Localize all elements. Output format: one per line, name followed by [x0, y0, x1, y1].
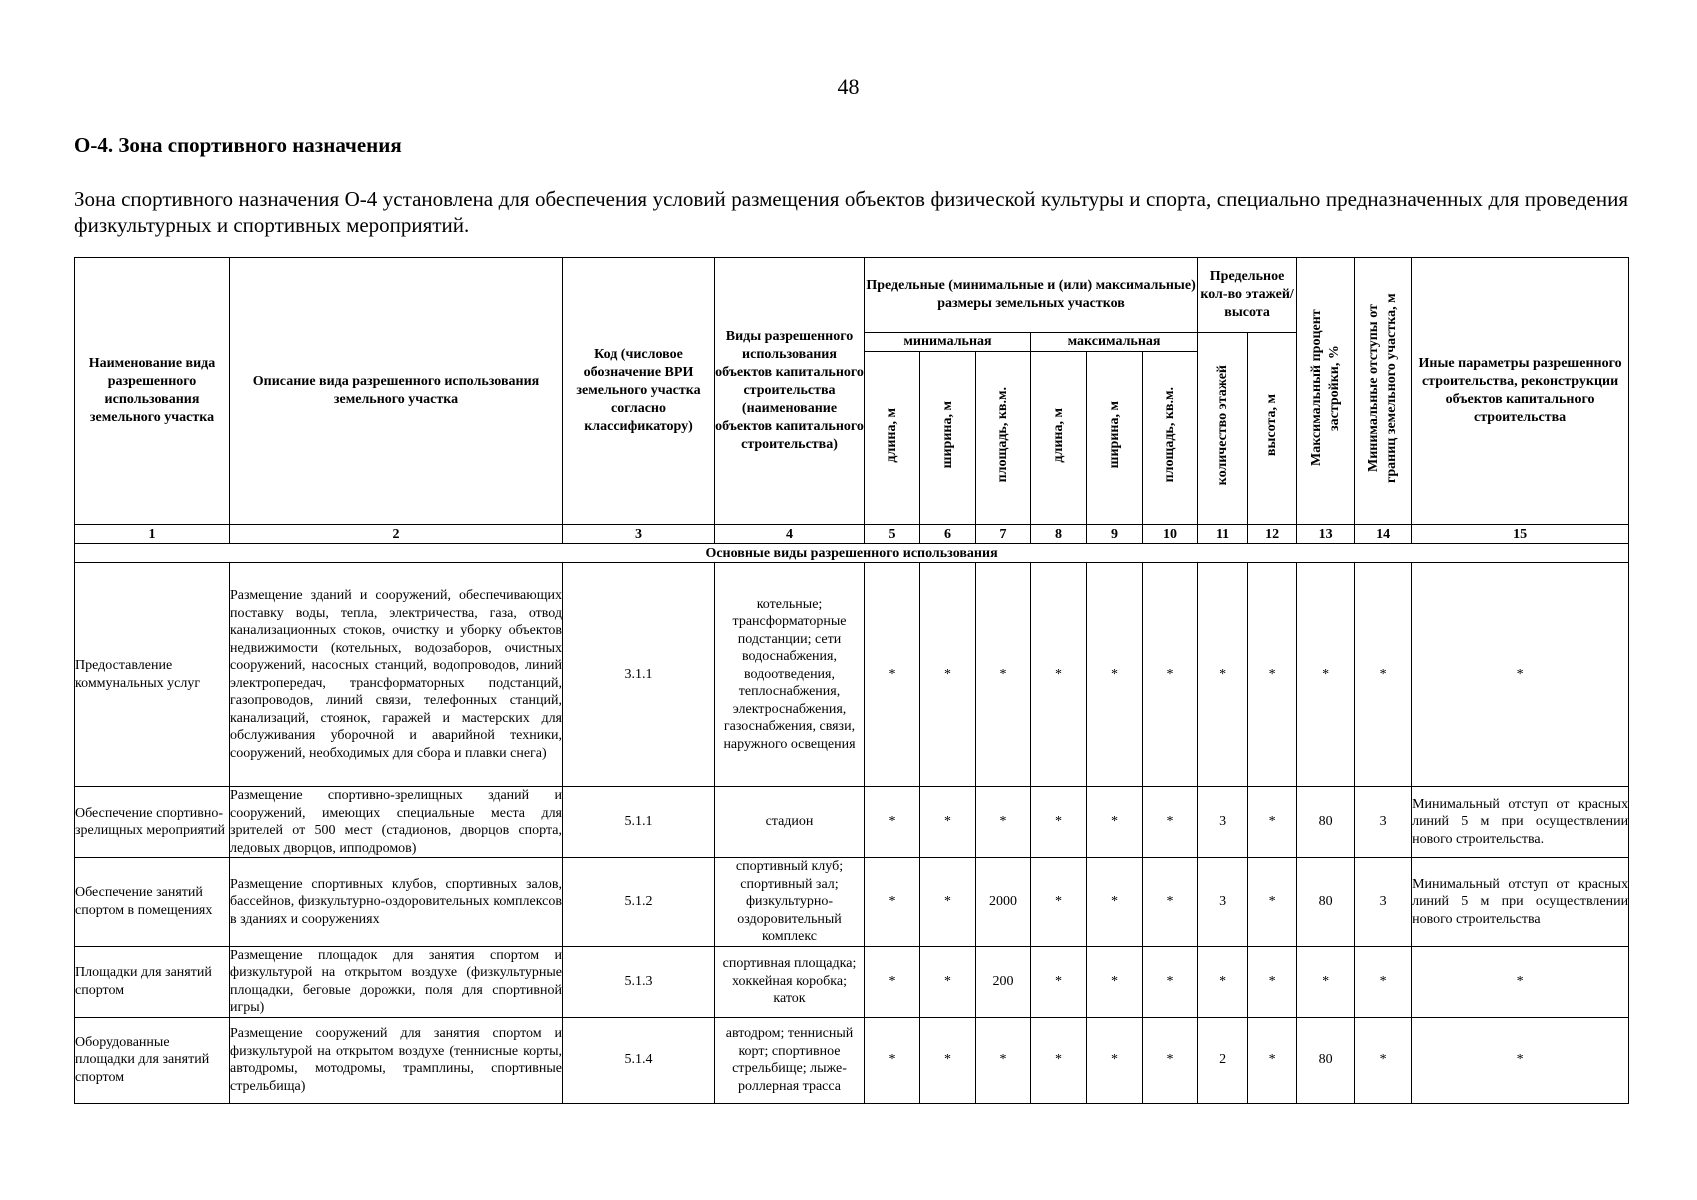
max-length-cell: * [1031, 1017, 1087, 1103]
column-number: 11 [1198, 525, 1248, 544]
row-objects: спортивный клуб; спортивный зал; физкультурно-оздоровительный комплекс [715, 858, 865, 947]
intro-paragraph: Зона спортивного назначения О-4 установлена для обеспечения условий размещения объектов физической культуры и спорта, специально предназначенных для проведения физкультурных и спортивных мероприятий. [74, 187, 1628, 237]
min-area-cell: * [976, 1017, 1031, 1103]
min-width-cell: * [920, 858, 976, 947]
column-number: 3 [563, 525, 715, 544]
section-title: Основные виды разрешенного использования [75, 544, 1629, 563]
max-width-cell: * [1087, 1017, 1143, 1103]
min-area-cell: * [976, 563, 1031, 787]
column-number: 1 [75, 525, 230, 544]
max-length-cell: * [1031, 946, 1087, 1017]
height-cell: * [1248, 787, 1297, 858]
header-max-length: длина, м [1031, 352, 1087, 525]
table-row [75, 563, 1629, 787]
zone-title: О-4. Зона спортивного назначения [74, 133, 402, 157]
min-length-cell: * [865, 858, 920, 947]
min-width-cell: * [920, 1017, 976, 1103]
header-floors-group: Предельное кол-во этажей/ высота [1198, 258, 1297, 333]
column-number: 14 [1355, 525, 1412, 544]
row-code: 5.1.2 [563, 858, 715, 947]
column-number: 7 [976, 525, 1031, 544]
header-min-length: длина, м [865, 352, 920, 525]
column-number: 12 [1248, 525, 1297, 544]
header-row-1 [75, 258, 1629, 333]
floors-cell: 3 [1198, 858, 1248, 947]
page-number: 48 [837, 74, 860, 99]
row-objects: автодром; теннисный корт; спортивное стрельбище; лыже-роллерная трасса [715, 1017, 865, 1103]
min-area-cell: 200 [976, 946, 1031, 1017]
setback-cell: 3 [1355, 858, 1412, 947]
column-number: 15 [1412, 525, 1629, 544]
row-description: Размещение спортивно-зрелищных зданий и сооружений, имеющих специальные места для зрителей от 500 мест (стадионов, дворцов спорта, ледовых дворцов, ипподромов) [230, 788, 562, 856]
setback-cell: * [1355, 563, 1412, 787]
header-name: Наименование вида разрешенного использования земельного участка [75, 258, 230, 525]
column-number: 2 [230, 525, 563, 544]
min-area-cell: 2000 [976, 858, 1031, 947]
row-code: 5.1.3 [563, 946, 715, 1017]
percent-cell: * [1297, 946, 1355, 1017]
row-description: Размещение спортивных клубов, спортивных залов, бассейнов, физкультурно-оздоровительных комплексов в зданиях и сооружениях [230, 858, 563, 947]
min-area-cell: * [976, 787, 1031, 858]
row-name: Обеспечение спортивно-зрелищных мероприятий [75, 787, 230, 858]
row-code: 5.1.1 [563, 787, 715, 858]
column-number: 6 [920, 525, 976, 544]
floors-cell: 3 [1198, 787, 1248, 858]
setback-cell: 3 [1355, 787, 1412, 858]
header-other: Иные параметры разрешенного строительства, реконструкции объектов капитального строительства [1412, 258, 1629, 525]
floors-cell: * [1198, 946, 1248, 1017]
other-params-cell: * [1412, 946, 1629, 1017]
max-area-cell: * [1143, 858, 1198, 947]
table-row [75, 858, 1629, 947]
header-size-group: Предельные (минимальные и (или) максимальные) размеры земельных участков [865, 258, 1198, 333]
row-objects: спортивная площадка; хоккейная коробка; каток [715, 946, 865, 1017]
min-length-cell: * [865, 946, 920, 1017]
max-area-cell: * [1143, 787, 1198, 858]
max-width-cell: * [1087, 787, 1143, 858]
max-width-cell: * [1087, 563, 1143, 787]
row-name: Предоставление коммунальных услуг [75, 563, 230, 787]
header-max-width: ширина, м [1087, 352, 1143, 525]
other-params-cell: Минимальный отступ от красных линий 5 м при осуществлении нового строительства. [1412, 787, 1629, 858]
column-number: 8 [1031, 525, 1087, 544]
max-length-cell: * [1031, 787, 1087, 858]
row-code: 3.1.1 [563, 563, 715, 787]
header-code: Код (числовое обозначение ВРИ земельного участка согласно классификатору) [563, 258, 715, 525]
header-setback: Минимальные отступы от границ земельного участка, м [1355, 258, 1412, 525]
zoning-table [74, 257, 1629, 1104]
min-length-cell: * [865, 787, 920, 858]
height-cell: * [1248, 858, 1297, 947]
header-min-width: ширина, м [920, 352, 976, 525]
other-params-cell: Минимальный отступ от красных линий 5 м при осуществлении нового строительства [1412, 858, 1629, 947]
row-name: Обеспечение занятий спортом в помещениях [75, 858, 230, 947]
other-params-cell: * [1412, 563, 1629, 787]
row-code: 5.1.4 [563, 1017, 715, 1103]
percent-cell: 80 [1297, 1017, 1355, 1103]
floors-cell: * [1198, 563, 1248, 787]
floors-cell: 2 [1198, 1017, 1248, 1103]
min-width-cell: * [920, 787, 976, 858]
percent-cell: * [1297, 563, 1355, 787]
height-cell: * [1248, 1017, 1297, 1103]
max-area-cell: * [1143, 946, 1198, 1017]
column-number-row [75, 525, 1629, 544]
row-description: Размещение сооружений для занятия спортом и физкультурой на открытом воздухе (теннисные корты, автодромы, мотодромы, трамплины, спортивные стрельбища) [230, 1017, 563, 1103]
header-height: высота, м [1248, 333, 1297, 525]
header-max: максимальная [1031, 333, 1198, 352]
percent-cell: 80 [1297, 787, 1355, 858]
header-description: Описание вида разрешенного использования земельного участка [230, 258, 563, 525]
setback-cell: * [1355, 946, 1412, 1017]
height-cell: * [1248, 946, 1297, 1017]
row-objects: стадион [715, 787, 865, 858]
header-floors: количество этажей [1198, 333, 1248, 525]
row-description: Размещение площадок для занятия спортом и физкультурой на открытом воздухе (физкультурные площадки, беговые дорожки, поля для спортивной игры) [230, 947, 562, 1015]
max-width-cell: * [1087, 946, 1143, 1017]
row-name: Площадки для занятий спортом [75, 946, 230, 1017]
min-width-cell: * [920, 946, 976, 1017]
header-min-area: площадь, кв.м. [976, 352, 1031, 525]
max-width-cell: * [1087, 858, 1143, 947]
table-row [75, 946, 1629, 1017]
min-length-cell: * [865, 1017, 920, 1103]
column-number: 5 [865, 525, 920, 544]
percent-cell: 80 [1297, 858, 1355, 947]
header-max-area: площадь, кв.м. [1143, 352, 1198, 525]
max-area-cell: * [1143, 563, 1198, 787]
height-cell: * [1248, 563, 1297, 787]
section-row [75, 544, 1629, 563]
max-length-cell: * [1031, 563, 1087, 787]
header-percent: Максимальный процент застройки, % [1297, 258, 1355, 525]
max-area-cell: * [1143, 1017, 1198, 1103]
column-number: 13 [1297, 525, 1355, 544]
min-length-cell: * [865, 563, 920, 787]
row-objects: котельные; трансформаторные подстанции; сети водоснабжения, водоотведения, теплоснабжения, электроснабжения, газоснабжения, связи, наружного освещения [715, 563, 865, 787]
row-name: Оборудованные площадки для занятий спортом [75, 1017, 230, 1103]
other-params-cell: * [1412, 1017, 1629, 1103]
header-objects: Виды разрешенного использования объектов капитального строительства (наименование объектов капитального строительства) [715, 258, 865, 525]
column-number: 10 [1143, 525, 1198, 544]
row-description: Размещение зданий и сооружений, обеспечивающих поставку воды, тепла, электричества, газа, отвод канализационных стоков, очистку и уборку объектов недвижимости (котельных, водозаборов, очистных сооружений, насосных станций, водопроводов, линий электропередач, трансформаторных подстанций, газопроводов, линий связи, телефонных станций, канализаций, стоянок, гаражей и мастерских для обслуживания уборочной и аварийной техники, сооружений, необходимых для сбора и плавки снега) [230, 563, 563, 787]
table-row [75, 787, 1629, 858]
setback-cell: * [1355, 1017, 1412, 1103]
min-width-cell: * [920, 563, 976, 787]
column-number: 4 [715, 525, 865, 544]
header-min: минимальная [865, 333, 1031, 352]
column-number: 9 [1087, 525, 1143, 544]
max-length-cell: * [1031, 858, 1087, 947]
table-row [75, 1017, 1629, 1103]
